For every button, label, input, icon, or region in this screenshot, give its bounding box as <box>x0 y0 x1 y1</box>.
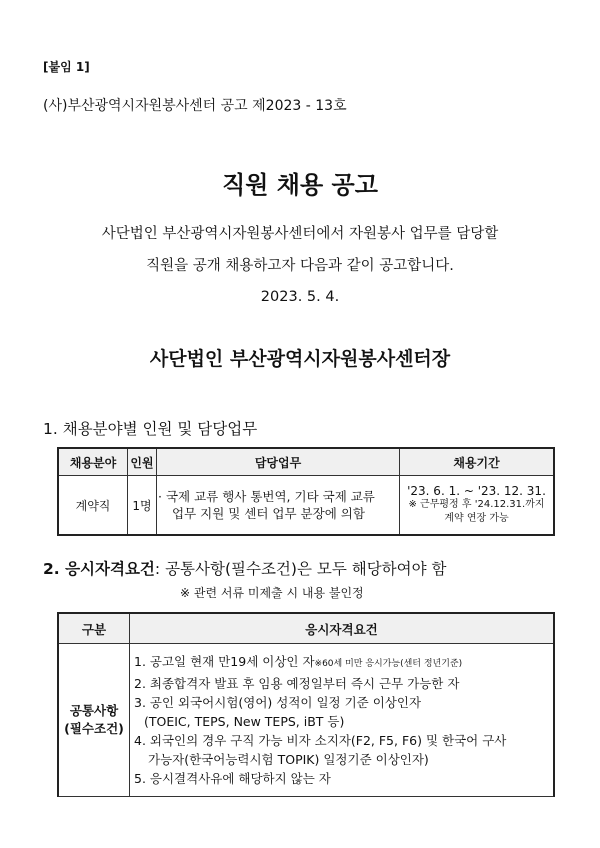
count-cell: 1명 <box>128 476 157 536</box>
header-cell: 응시자격요건 <box>130 613 555 644</box>
organization-name: 사단법인 부산광역시자원봉사센터장 <box>149 348 451 370</box>
period-note: 계약 연장 가능 <box>444 513 509 524</box>
period-note: ※ 근무평정 후 '24.12.31.까지 <box>408 499 545 510</box>
category-line: 공통사항 <box>69 703 119 718</box>
header-cell: 구분 <box>58 613 130 644</box>
requirements-cell <box>130 644 555 797</box>
category-cell <box>58 644 130 797</box>
table-row <box>58 476 554 536</box>
section2-note: ※ 관련 서류 미제출 시 내용 불인정 <box>180 586 364 600</box>
table-header-row <box>58 613 554 644</box>
requirement-item: 5. 응시결격사유에 해당하지 않는 자 <box>134 771 331 786</box>
header-cell: 담당업무 <box>157 448 400 476</box>
field-cell: 계약직 <box>58 476 128 536</box>
attachment-label: [붙임 1] <box>43 60 90 74</box>
notice-date: 2023. 5. 4. <box>260 289 340 305</box>
requirement-item: 1. 공고일 현재 만19세 이상인 자※60세 미만 응시가능(센터 정년기준) <box>134 654 463 669</box>
header-cell: 채용기간 <box>400 448 555 476</box>
period-text: '23. 6. 1. ~ '23. 12. 31. <box>407 484 546 498</box>
requirement-item: 2. 최종합격자 발표 후 임용 예정일부터 즉시 근무 가능한 자 <box>134 676 460 691</box>
requirement-item: 3. 공인 외국어시험(영어) 성적이 일정 기준 이상인자 <box>134 695 422 710</box>
notice-number: (사)부산광역시자원봉사센터 공고 제2023 - 13호 <box>43 98 347 114</box>
section2-subtitle: : 공통사항(필수조건)은 모두 해당하여야 함 <box>154 560 447 578</box>
intro-line: 직원을 공개 채용하고자 다음과 같이 공고합니다. <box>146 258 454 274</box>
period-cell <box>400 476 555 536</box>
section2-title: 2. 응시자격요건 <box>43 560 155 578</box>
duty-line: 업무 지원 및 센터 업무 분장에 의함 <box>172 506 365 521</box>
duty-line: · 국제 교류 행사 통번역, 기타 국제 교류 <box>158 489 375 504</box>
header-cell: 채용분야 <box>58 448 128 476</box>
section2-heading <box>43 557 447 579</box>
requirement-item: (TOEIC, TEPS, New TEPS, iBT 등) <box>144 714 345 729</box>
section1-heading: 1. 채용분야별 인원 및 담당업무 <box>43 420 258 438</box>
qualification-table <box>57 612 555 797</box>
category-line: (필수조건) <box>64 721 124 736</box>
intro-line: 사단법인 부산광역시자원봉사센터에서 자원봉사 업무를 담당할 <box>101 226 499 242</box>
requirement-item: 가능자(한국어능력시험 TOPIK) 일정기준 이상인자) <box>148 752 429 767</box>
table-row <box>58 644 554 797</box>
page-title: 직원 채용 공고 <box>222 171 378 199</box>
recruitment-table <box>57 447 555 536</box>
duties-cell <box>157 476 400 536</box>
header-cell: 인원 <box>128 448 157 476</box>
requirement-item: 4. 외국인의 경우 구직 가능 비자 소지자(F2, F5, F6) 및 한국어 구사 <box>134 733 507 748</box>
table-header-row <box>58 448 554 476</box>
